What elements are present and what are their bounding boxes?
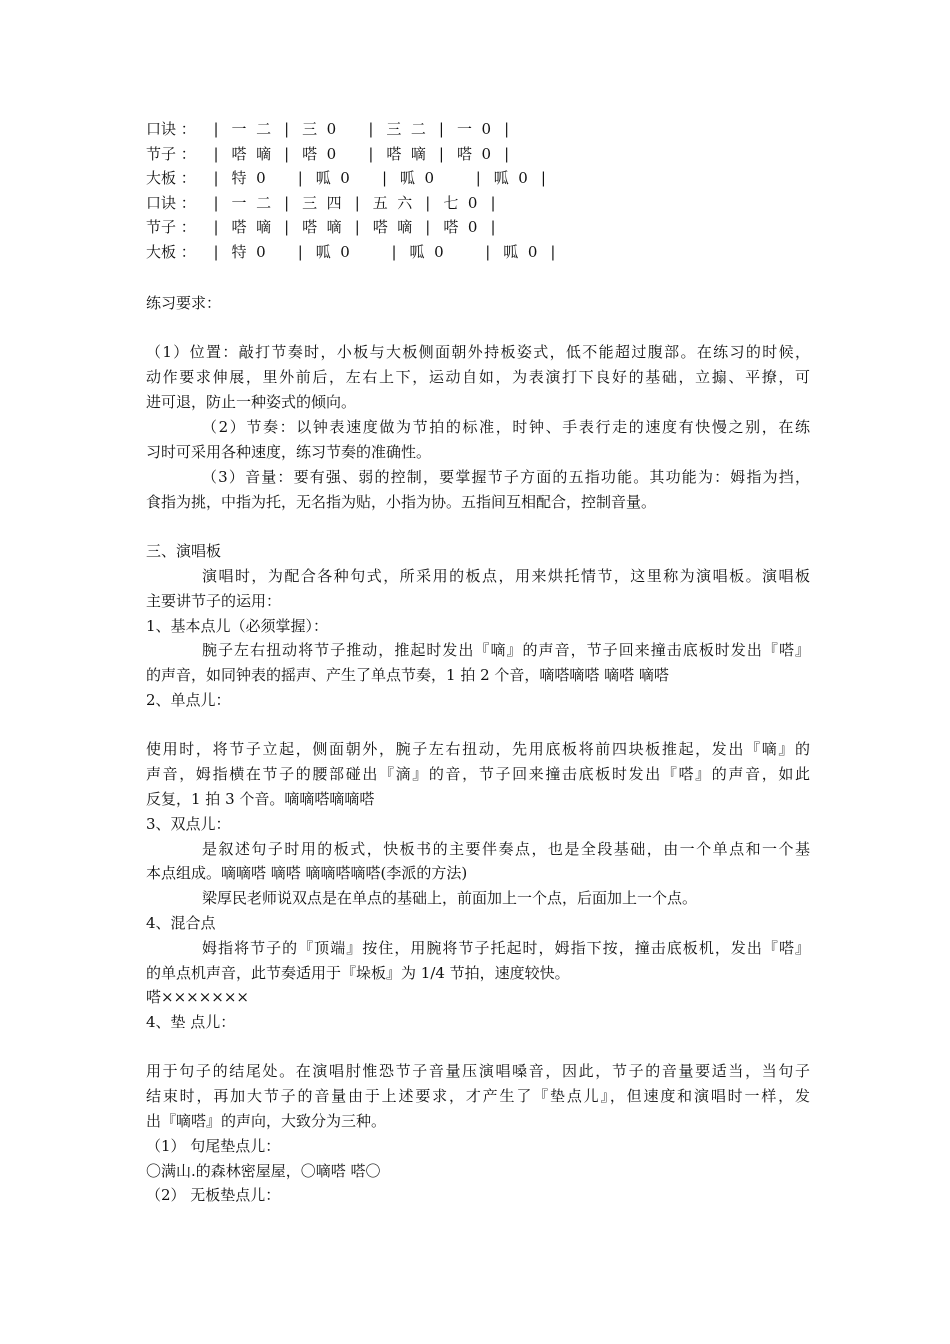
rhythm-cell: 嗒 嘀 [222,144,281,163]
bar-line: | [284,120,290,138]
bar-line: | [540,169,546,188]
rhythm-cell: 特 0 [222,242,295,261]
bar-line: | [381,169,387,188]
bar-line: | [297,242,303,261]
paragraph-line: 用于句子的结尾处。在演唱肘惟恐节子音量压演唱嗓音，因此，节子的音量要适当，当句子 [146,1062,810,1080]
paragraph-line: （1）位置：敲打节奏时，小板与大板侧面朝外持板姿式，低不能超过腹部。在练习的时候， [146,343,810,361]
paragraph-line: 声音，姆指横在节子的腰部碰出『滴』的音，节子回来撞击底板时发出『嗒』的声音，如此 [146,765,810,783]
bar-line: | [485,242,491,261]
paragraph-line: 演唱时，为配合各种句式，所采用的板点，用来烘托情节，这里称为演唱板。演唱板 [202,567,810,585]
rhythm-row [146,191,559,216]
bar-line: | [425,193,431,212]
rhythm-row-label: 节子 ： [146,218,196,237]
paragraph-line: 进可退，防止一种姿式的倾向。 [146,393,357,411]
rhythm-cell: 嗒 嘀 [292,218,352,237]
rhythm-cell: 呱 0 [493,242,547,261]
rhythm-cell: 嗒 0 [292,144,365,163]
rhythm-row-label: 大板 ： [146,169,196,188]
section-heading: 三、演唱板 [146,542,222,560]
bar-line: | [284,218,290,237]
paragraph-line: 动作要求伸展，里外前后，左右上下，运动自如，为表演打下良好的基础，立搧、平撩，可 [146,368,810,386]
paragraph-line: 习时可采用各种速度，练习节奏的准确性。 [146,443,432,461]
rhythm-row [146,142,559,167]
rhythm-row-label: 口诀 ： [146,193,196,212]
paragraph-line: 主要讲节子的运用： [146,592,282,610]
rhythm-cell: 五 六 [363,193,422,212]
subsection-heading: 2、单点儿： [146,691,231,709]
bar-line: | [354,218,360,237]
paragraph-line: 〇满山.的森林密屋屋，〇嘀嗒 嗒〇 [146,1162,381,1180]
paragraph-line: 的单点机声音，此节奏适用于『垛板』为 1/4 节拍，速度较快。 [146,964,570,982]
rhythm-row-label: 大板 ： [146,242,196,261]
bar-line: | [213,242,219,261]
bar-line: | [368,144,374,163]
paragraph-line: 腕子左右扭动将节子推动，推起时发出『嘀』的声音，节子回来撞击底板时发出『嗒』 [202,641,810,659]
bar-line: | [550,242,556,261]
rhythm-cell: 呱 0 [306,169,379,188]
paragraph-line: 本点组成。嘀嘀嗒 嘀嗒 嘀嘀嗒嘀嗒(李派的方法) [146,864,468,882]
bar-line: | [213,193,219,212]
paragraph-line: 姆指将节子的『顶端』按住，用腕将节子托起时，姆指下按，撞击底板机，发出『嗒』 [202,939,810,957]
rhythm-cell: 一 二 [222,193,281,212]
paragraph-line: 结束时，再加大节子的音量由于上述要求，才产生了『垫点儿』，但速度和演唱时一样，发 [146,1087,810,1105]
rhythm-row-label: 节子 ： [146,144,196,163]
rhythm-row-label: 口诀 ： [146,120,196,138]
rhythm-cell: 三 二 [376,120,436,138]
bar-line: | [213,218,219,237]
rhythm-cell: 一 二 [222,120,281,138]
rhythm-cell: 呱 0 [306,242,388,261]
list-item: （1） 句尾垫点儿： [146,1137,281,1155]
rhythm-cell: 呱 0 [390,169,473,188]
rhythm-cell: 七 0 [433,193,487,212]
bar-line: | [475,169,481,188]
subsection-heading: 3、双点儿： [146,815,231,833]
rhythm-table [146,117,559,265]
rhythm-cell: 嗒 嘀 [222,218,281,237]
bar-line: | [284,144,290,163]
bar-line: | [490,218,496,237]
paragraph-line: 的声音，如同钟表的摇声、产生了单点节奏，1 拍 2 个音，嘀嗒嘀嗒 嘀嗒 嘀嗒 [146,666,669,684]
rhythm-row [146,240,559,265]
subsection-heading: 4、垫 点儿： [146,1013,236,1031]
bar-line: | [368,120,374,138]
rhythm-cell: 一 0 [447,120,501,138]
paragraph-line: （2）节奏：以钟表速度做为节拍的标准，时钟、手表行走的速度有快慢之别，在练 [202,418,810,436]
rhythm-cell: 特 0 [222,169,295,188]
rhythm-row [146,215,559,240]
rhythm-cell: 嗒 0 [433,218,487,237]
paragraph-line: 嗒××××××× [146,988,249,1006]
rhythm-cell: 嗒 0 [447,144,501,163]
bar-line: | [490,193,496,212]
paragraph-line: 是叙述句子时用的板式，快板书的主要伴奏点，也是全段基础，由一个单点和一个基 [202,840,810,858]
paragraph-line: 出『嘀嗒』的声向，大致分为三种。 [146,1112,387,1130]
paragraph-line: 反复，1 拍 3 个音。嘀嘀嗒嘀嘀嗒 [146,790,375,808]
section-heading: 练习要求： [146,294,222,312]
rhythm-cell: 呱 0 [400,242,482,261]
bar-line: | [438,120,444,138]
bar-line: | [438,144,444,163]
bar-line: | [213,120,219,138]
list-item: （2） 无板垫点儿： [146,1186,281,1204]
rhythm-cell: 嗒 嘀 [376,144,436,163]
paragraph-line: 梁厚民老师说双点是在单点的基础上，前面加上一个点，后面加上一个点。 [202,889,698,907]
bar-line: | [213,169,219,188]
subsection-heading: 1、基本点儿（必须掌握）： [146,617,329,635]
rhythm-cell: 三 0 [292,120,365,138]
bar-line: | [354,193,360,212]
bar-line: | [504,120,510,138]
paragraph-line: 食指为挑，中指为托，无名指为贴，小指为协。五指间互相配合，控制音量。 [146,493,657,511]
bar-line: | [504,144,510,163]
rhythm-cell: 嗒 嘀 [363,218,422,237]
bar-line: | [425,218,431,237]
rhythm-cell: 呱 0 [484,169,538,188]
bar-line: | [213,144,219,163]
paragraph-line: （3）音量：要有强、弱的控制，要掌握节子方面的五指功能。其功能为：姆指为挡， [202,468,810,486]
bar-line: | [391,242,397,261]
bar-line: | [284,193,290,212]
rhythm-row [146,117,559,142]
rhythm-cell: 三 四 [292,193,352,212]
paragraph-line: 使用时，将节子立起，侧面朝外，腕子左右扭动，先用底板将前四块板推起，发出『嘀』的 [146,740,810,758]
bar-line: | [297,169,303,188]
subsection-heading: 4、混合点 [146,914,216,932]
rhythm-row [146,166,559,191]
